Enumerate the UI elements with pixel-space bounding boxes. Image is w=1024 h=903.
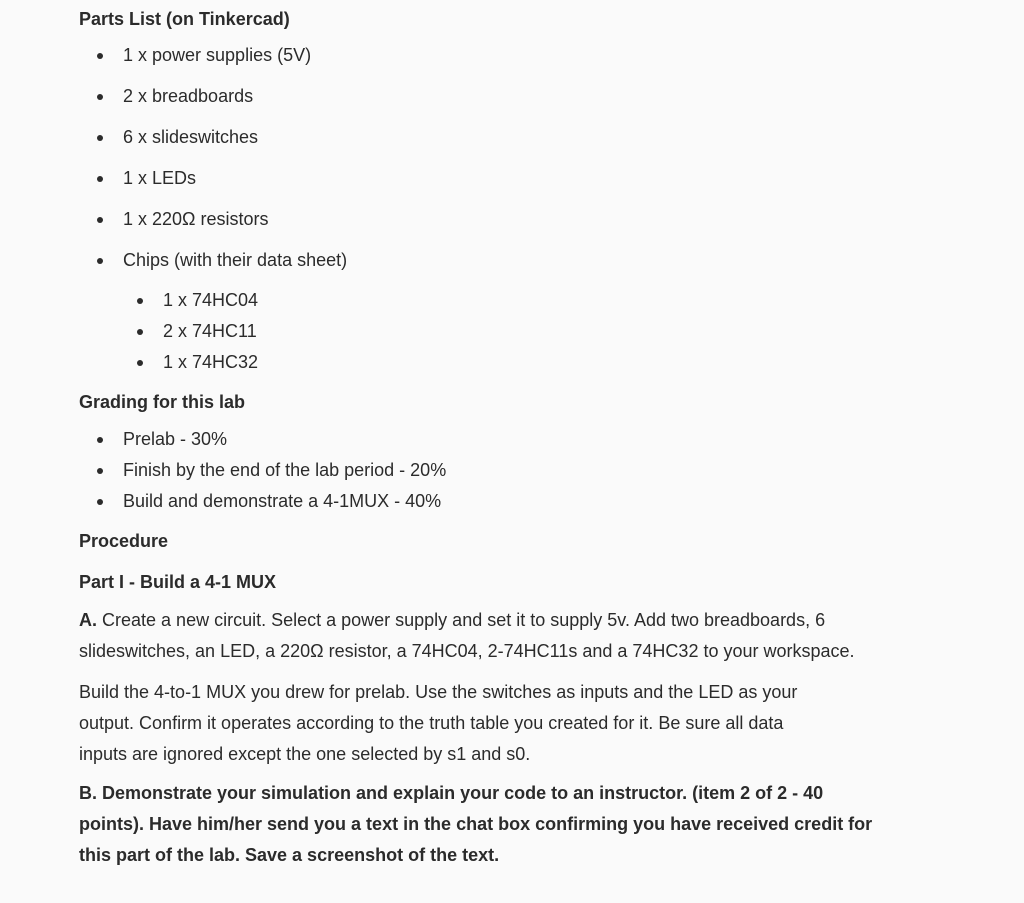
step-a-paragraph (79, 605, 979, 667)
build-paragraph (79, 677, 979, 770)
list-item: Finish by the end of the lab period - 20% (79, 457, 979, 483)
list-item: Prelab - 30% (79, 426, 979, 452)
list-item: 1 x power supplies (5V) (79, 42, 979, 68)
step-b-paragraph (79, 778, 979, 871)
list-item: Build and demonstrate a 4-1MUX - 40% (79, 488, 979, 514)
chips-list (79, 287, 979, 375)
list-item: 6 x slideswitches (79, 124, 979, 150)
procedure-heading: Procedure (79, 531, 169, 551)
list-item: Chips (with their data sheet) (79, 247, 979, 273)
list-item: 1 x 74HC04 (79, 287, 979, 313)
step-a-label: A. (79, 610, 97, 630)
list-item: 1 x LEDs (79, 165, 979, 191)
build-line: Build the 4-to-1 MUX you drew for prelab. Use the switches as inputs and the LED as your (79, 682, 798, 702)
list-item: 2 x 74HC11 (79, 318, 979, 344)
parts-list-heading: Parts List (on Tinkercad) (79, 9, 290, 29)
step-a-text: Create a new circuit. Select a power supply and set it to supply 5v. Add two breadboards, 6 (102, 610, 826, 630)
parts-list (79, 42, 979, 273)
grading-heading: Grading for this lab (79, 392, 246, 412)
build-line: inputs are ignored except the one selected by s1 and s0. (79, 744, 531, 764)
step-a-text-2: slideswitches, an LED, a 220Ω resistor, a 74HC04, 2-74HC11s and a 74HC32 to your workspace. (79, 641, 855, 661)
list-item: 1 x 74HC32 (79, 349, 979, 375)
part1-heading: Part I - Build a 4-1 MUX (79, 572, 277, 592)
list-item: 2 x breadboards (79, 83, 979, 109)
build-line: output. Confirm it operates according to the truth table you created for it. Be sure all data (79, 713, 784, 733)
step-b-line: B. Demonstrate your simulation and explain your code to an instructor. (item 2 of 2 - 40 (79, 783, 824, 803)
list-item: 1 x 220Ω resistors (79, 206, 979, 232)
grading-list (79, 426, 979, 514)
step-b-line: points). Have him/her send you a text in the chat box confirming you have received credit for (79, 814, 873, 834)
step-b-line: this part of the lab. Save a screenshot of the text. (79, 845, 500, 865)
